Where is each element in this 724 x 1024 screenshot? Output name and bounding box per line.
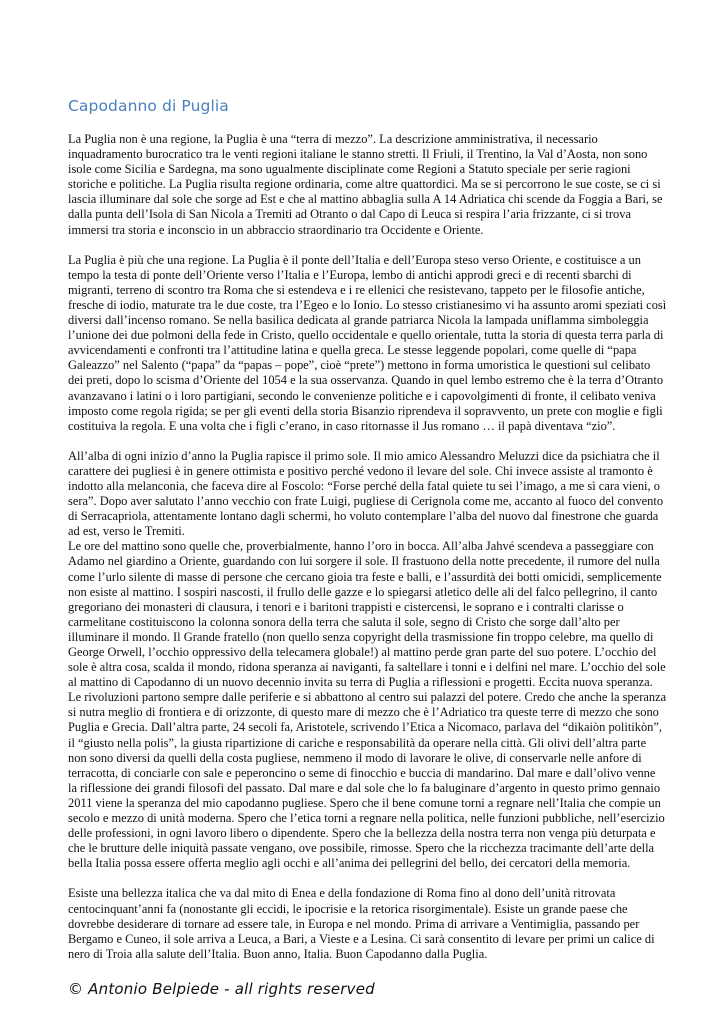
text-line: Le rivoluzioni partono sempre dalle periferie e si abbattono al centro sui palazzi del potere. Credo che anche la speranza	[68, 690, 667, 705]
text-line: non sono diversi da quelli della costa pugliese, nemmeno il modo di lavorare le olive, di conservarle nelle anfore di	[68, 750, 642, 765]
text-line: La Puglia è più che una regione. La Puglia è il ponte dell’Italia e dell’Europa steso verso Oriente, e costituisce a un	[68, 252, 641, 267]
text-line: George Orwell, l’occhio oppressivo della telecamera globale!) al mattino perde gran parte del suo potere. L’occhio del	[68, 645, 657, 659]
text-line: fresche di iodio, maturate tra le due coste, tra l’Egeo e lo Ionio. Lo stesso cristianesimo vi ha assunto aromi speziati così	[68, 297, 667, 312]
text-line: nero di Troia alla salute dell’Italia. Buon anno, Italia. Buon Capodanno dalla Puglia.	[68, 946, 488, 961]
text-line: secolo e mezzo di unità moderna. Spero che l’etica torni a regnare nella politica, nelle funzioni pubbliche, nell’esercizio	[68, 811, 665, 826]
text-line: All’alba di ogni inizio d’anno la Puglia rapisce il primo sole. Il mio amico Alessandro Meluzzi dice da psichiatra che il	[68, 448, 660, 463]
text-line: la riflessione dei grandi filosofi del passato. Dal mare e dal sole che lo fa baluginare d’argento in questo primo gennaio	[68, 780, 661, 795]
text-line: sera”. Dopo aver salutato l’anno vecchio con frate Luigi, pugliese di Cerignola come me, accanto al fuoco del convento	[68, 494, 664, 509]
text-line: terracotta, di conciarle con sale e peperoncino o seme di finocchio e buccia di mandarino. Dal mare e dall’olivo venne	[68, 765, 656, 780]
paragraph	[68, 132, 666, 238]
text-line: tempo la testa di ponte dell’Oriente verso l’Italia e l’Europa, lembo di antichi approdi greci e di recenti sbarchi di	[68, 267, 632, 282]
text-line: sole è altra cosa, scalda il mondo, ridona speranza ai naviganti, fa saltellare i tonni e i delfini nel mare. L’occhio del sole	[68, 660, 666, 675]
text-line: immersi tra storia e inconscio in un abbraccio straordinario tra Occidente e Oriente.	[68, 222, 484, 237]
text-line: si nutra meglio di frontiera e di orizzonte, di questo mare di mezzo che è l’Adriatico tra queste terre di mezzo che sono	[68, 705, 659, 720]
text-line: La Puglia non è una regione, la Puglia è una “terra di mezzo”. La descrizione amministrativa, il necessario	[68, 132, 598, 146]
text-line: indotto alla melanconia, che faceva dire al Foscolo: “Forse perché della fatal quiete tu sei l’imago, a me sì cara vieni, o	[68, 478, 660, 493]
text-line: il “giusto nella polis”, la giusta ripartizione di cariche e responsabilità da operare nella città. Gli olivi dell’altra parte	[68, 735, 647, 750]
text-line: carattere dei pugliesi è in genere ottimista e positivo perché vedono il levare del sole. Chi invece assiste al tramonto è	[68, 463, 653, 478]
text-line: Adamo nel giardino a Oriente, guardando con lui sorgere il sole. Il frastuono della notte precedente, il rumore del nulla	[68, 554, 660, 569]
text-line: costituiva la regola. E una volta che i figli c’erano, in caso ritornasse il Jus romano … il papà diventava “zio”.	[68, 418, 616, 433]
paragraph	[68, 449, 666, 872]
text-line: Esiste una bellezza italica che va dal mito di Enea e della fondazione di Roma fino al dono dell’unità ritrovata	[68, 886, 616, 901]
paragraph	[68, 253, 666, 434]
text-line: bella Italia possa essere offerta meglio agli occhi e all’anima dei pellegrini del bello, dei cercatori della memoria.	[68, 856, 631, 871]
text-line: che le brutture delle iniquità passate vengano, ove possibile, rimosse. Spero che la ricchezza tracimante dell’arte della	[68, 841, 655, 856]
text-line: avanzavano i latini o i loro partigiani, secondo le convenienze politiche e i capovolgimenti di fronte, il celibato veniva	[68, 388, 656, 403]
text-line: centocinquant’anni fa (nonostante gli eccidi, le ipocrisie e la retorica risorgimentale). Esiste un grande paese che	[68, 901, 628, 916]
text-line: Le ore del mattino sono quelle che, proverbialmente, hanno l’oro in bocca. All’alba Jahvé scendeva a passeggiare con	[68, 539, 654, 554]
text-line: lascia illuminare dal sole che sorge ad Est e che al mattino abbaglia sulla A 14 Adriatica chi scende da Foggia a Bari, se	[68, 192, 663, 207]
text-line: illuminare il mondo. Il Grande fratello (non quello senza copyright della trasmissione fin troppo celebre, ma quello di	[68, 629, 654, 644]
text-line: isole come Sicilia e Sardegna, ma sono ugualmente disciplinate come Regioni a Statuto speciale per serie ragioni	[68, 162, 631, 177]
text-line: delle professioni, in ogni lavoro libero o dipendente. Spero che la bellezza della nostra terra non venga più deturpata e	[68, 826, 656, 841]
text-line: Bergamo e Cuneo, il sole arriva a Leuca, a Bari, a Vieste e a Lesina. Ci sarà consentito di levare per primi un calice di	[68, 931, 655, 946]
text-line: inquadramento burocratico tra le venti regioni italiane le stanno stretti. Il Friuli, il Trentino, la Val d’Aosta, non sono	[68, 147, 648, 162]
text-line: come l’urlo silente di masse di persone che cercano gioia tra feste e balli, e l’assurdità dei botti omicidi, semplicemente	[68, 569, 662, 584]
text-line: dei preti, dopo lo scisma d’Oriente del 1054 e la sua osservanza. Quando in quel lembo estremo che è la terra d’Otranto	[68, 373, 664, 388]
text-line: gregoriano dei monasteri di clausura, i tenori e i baritoni trappisti e cistercensi, le soprano e i contralti clarisse o	[68, 599, 624, 614]
copyright-notice: © Antonio Belpiede - all rights reserved	[68, 979, 375, 998]
text-line: al mattino di Capodanno di un nuovo decennio invita su terra di Puglia a riflessioni e progetti. Eccita nuova speranza.	[68, 675, 653, 690]
text-line: di Serracapriola, attentamente lontano dagli schermi, ho voluto contemplare l’alba del nuovo dal finestrone che guarda	[68, 509, 659, 524]
text-line: imposto come regola rigida; se per gli eventi della storia Bisanzio riprendeva il sopravvento, un prete con moglie e figli	[68, 403, 663, 418]
text-line: non esiste al mattino. I sospiri nascosti, il frullo delle gazze e lo spiegarsi atletico delle ali del falco pellegrino, il canto	[68, 584, 658, 599]
text-line: 2011 viene la speranza del mio capodanno pugliese. Spero che il bene comune torni a regnare nell’Italia che compie un	[68, 795, 661, 810]
text-line: l’unione dei due polmoni della fede in Cristo, quello occidentale e quello orientale, tutta la storia di questa terra parla di	[68, 328, 664, 343]
paragraph	[68, 886, 666, 961]
text-line: carmelitane costituiscono la colonna sonora della terra che saluta il sole, segno di Cristo che sorge dall’alto per	[68, 614, 620, 629]
text-line: Puglia e Grecia. Dall’altra parte, 24 secoli fa, Aristotele, scrivendo l’Etica a Nicomaco, parlava del “dikaiòn politikòn”,	[68, 720, 663, 735]
page-title: Capodanno di Puglia	[68, 97, 229, 115]
document-body	[68, 132, 666, 962]
text-line: diversi dall’incenso romano. Se nella basilica dedicata al grande patriarca Nicola la lampada uniflamma simboleggia	[68, 313, 649, 328]
text-line: ad est, verso le Tremiti.	[68, 524, 185, 539]
text-line: avvicendamenti e confronti tra l’attitudine latina e quella greca. Le stesse leggende popolari, come quelle di “papa	[68, 343, 637, 358]
text-line: Galeazzo” nel Salento (“papa” da “papas – pope”, cioè “prete”) mettono in forma umoristica le questioni sul celibato	[68, 358, 651, 373]
text-line: storiche e politiche. La Puglia risulta regione ordinaria, come altre quattordici. Ma se si percorrono le sue coste, se ci si	[68, 177, 661, 192]
text-line: dovrebbe desiderare di tornare ad essere tale, in Europa e nel mondo. Prima di arrivare a Ventimiglia, passando per	[68, 916, 640, 931]
text-line: migranti, terreno di scontro tra Roma che si estendeva e i re ellenici che resistevano, tappeto per le filosofie antiche,	[68, 282, 645, 297]
text-line: dalla punta dell’Isola di San Nicola a Tremiti ad Otranto o dal Capo di Leuca si respira l’aria frizzante, ci si trova	[68, 207, 631, 222]
